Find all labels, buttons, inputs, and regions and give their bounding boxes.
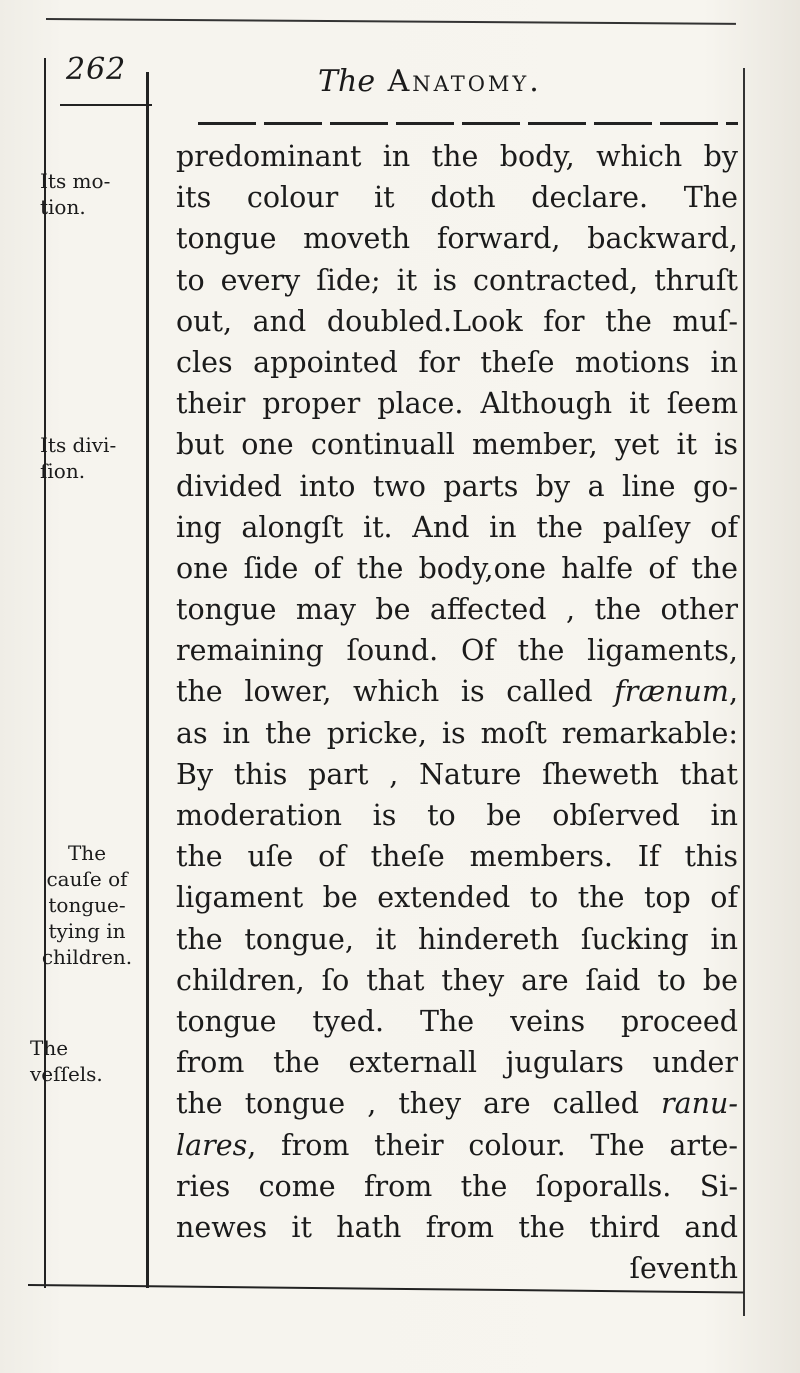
text-line: remaining ſound. Of the ligaments, [176, 634, 738, 668]
frame-top-rule [46, 18, 736, 25]
text-line: ligament be extended to the top of [176, 881, 738, 915]
text-line: tongue tyed. The veins proceed [176, 1004, 738, 1038]
text-line: tongue may be affected , the other [176, 593, 738, 627]
body-text [176, 136, 738, 1289]
margin-note-line: tying in [48, 919, 126, 943]
text-line: lares, from their colour. The arte- [176, 1128, 738, 1162]
text-line: from the externall jugulars under [176, 1046, 738, 1080]
text-line: as in the pricke, is moſt remarkable: [176, 716, 738, 750]
text-line: to every ſide; it is contracted, thruſt [176, 263, 738, 297]
text-line: By this part , Nature ſheweth that [176, 757, 738, 791]
margin-note-tongue-tying [28, 840, 146, 970]
margin-note-motion [40, 168, 144, 220]
text-line: divided into two parts by a line go- [176, 469, 738, 503]
text-line: the tongue, it hindereth ſucking in [176, 922, 738, 956]
running-head [318, 64, 542, 99]
text-line: but one continuall member, yet it is [176, 428, 738, 462]
margin-note-line: The [67, 841, 107, 865]
text-line: one ſide of the body,one halfe of the [176, 551, 738, 585]
margin-note-division [40, 432, 144, 484]
text-line: the uſe of theſe members. If this [176, 840, 738, 874]
text-line: tongue moveth forward, backward, [176, 222, 738, 256]
margin-note-line: The [30, 1036, 69, 1060]
frame-right-rule [743, 68, 745, 1316]
text-line: the lower, which is called frænum, [176, 675, 738, 709]
text-line: children, ſo that they are ſaid to be [176, 963, 738, 997]
header-rule-left [60, 104, 152, 106]
margin-note-line: veſſels. [30, 1062, 103, 1086]
text-line: its colour it doth declare. The [176, 181, 738, 215]
margin-note-line: Its mo- [40, 169, 111, 193]
margin-note-vessels [30, 1035, 134, 1087]
running-head-prefix: The [318, 64, 376, 99]
margin-note-line: ſion. [40, 459, 86, 483]
text-line: cles appointed for theſe motions in [176, 345, 738, 379]
text-line: predominant in the body, which by [176, 140, 738, 173]
frame-inner-left-rule [146, 72, 149, 1288]
margin-note-line: cauſe of [46, 867, 128, 891]
page-number: 262 [66, 52, 127, 87]
text-line: out, and doubled.Look for the muſ- [176, 304, 738, 338]
text-line: newes it hath from the third and [176, 1210, 738, 1244]
margin-note-line: children. [41, 945, 133, 969]
text-line: the tongue , they are called ranu- [176, 1087, 738, 1121]
margin-note-line: tion. [40, 195, 86, 219]
text-line: their proper place. Although it ſeem [176, 387, 738, 421]
margin-note-line: tongue- [48, 893, 126, 917]
text-line: ing alongſt it. And in the palſey of [176, 510, 738, 544]
header-rule-right [198, 122, 738, 125]
text-line: moderation is to be obſerved in [176, 799, 738, 832]
margin-note-line: Its divi- [40, 433, 117, 457]
text-line: ries come from the ſoporalls. Si- [176, 1169, 738, 1203]
frame-outer-left-rule [44, 58, 46, 1288]
running-head-title: Anatomy. [387, 64, 542, 99]
catchword-line: ſeventh [629, 1252, 738, 1286]
